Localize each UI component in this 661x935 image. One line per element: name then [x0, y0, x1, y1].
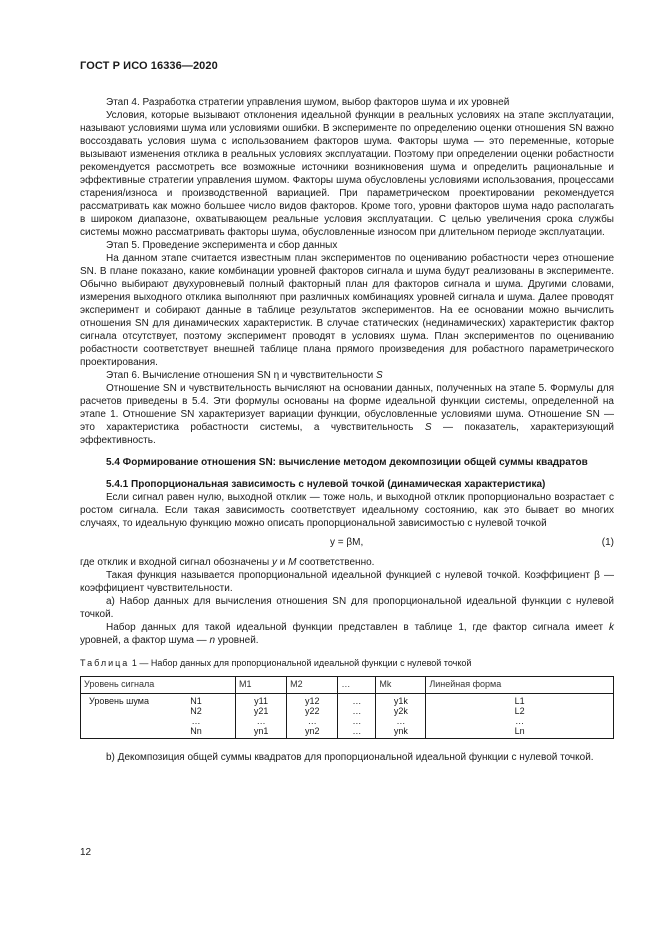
stage4-paragraph: Условия, которые вызывают отклонения идеальной функции в реальных условиях на этапе эксплуатации, называют условиями шума или условиями ошибки. В эксперименте по определению оценки отношения SN важно воссоздавать условия шума с использованием факторов шума. Факторы шума — это переменные, которые вызывают изменения отклика в реальных условиях эксплуатации. Поэтому при определении оценки робастности рекомендуется рассмотреть все возможные источники возникновения шума и определить рациональные и эффективные стратегии управления шумом. Факторы шума обусловлены условиями использования, процессами старения/износа и производственной вариацией. При параметрическом проектировании рекомендуется рассматривать как можно большее число видов факторов. Кроме того, уровни факторов шума надо располагать в широком диапазоне, охватывающем реальные условия эксплуатации. С целью увеличения срока службы системы можно рассматривать факторы шума, обусловленные износом при длительном периоде эксплуатации. — [80, 110, 614, 238]
table-header-cell: M2 — [287, 677, 338, 694]
stage6-heading: Этап 6. Вычисление отношения SN η и чувствительности S — [106, 370, 383, 381]
table-header-cell: … — [338, 677, 376, 694]
stage5-paragraph: На данном этапе считается известным план экспериментов по оцениванию робастности через отношение SN. В плане показано, какие комбинации уровней факторов сигнала и шума будут реализованы в эксперименте. Обычно выбирают двухуровневый полный факторный план для факторов сигнала и шума. Другими словами, измерения выходного отклика выполняют при различных комбинациях уровней сигнала и шума. Далее проводят эксперимент и собирают данные в таблице результатов экспериментов. На ее основании можно вычислить отношения SN для динамических характеристик. В случае статических (нединамических) характеристик фактор сигнала отсутствует, поэтому эксперимент проводят в условиях шума. План экспериментов по оцениванию робастности соответствует внешней таблице плана прямого произведения для робастного параметрического проектирования. — [80, 253, 614, 368]
data-table — [80, 676, 614, 739]
formula-block — [80, 530, 614, 556]
formula-number: (1) — [601, 537, 614, 548]
paragraph: Такая функция называется пропорциональной идеальной функцией с нулевой точкой. Коэффициент β — коэффициент чувствительности. — [80, 570, 614, 594]
table-header-cell: Уровень сигнала — [81, 677, 236, 694]
table-header-row — [81, 677, 614, 694]
ellipsis-values-cell: … … … … — [338, 694, 376, 739]
table-header-cell: Линейная форма — [426, 677, 614, 694]
stage4-heading: Этап 4. Разработка стратегии управления шумом, выбор факторов шума и их уровней — [106, 97, 510, 108]
table-header-cell: Mk — [376, 677, 426, 694]
m2-values-cell: y12 y22 … yn2 — [287, 694, 338, 739]
linear-form-cell: L1 L2 … Ln — [426, 694, 614, 739]
paragraph: Набор данных для такой идеальной функции представлен в таблице 1, где фактор сигнала имеет k уровней, а фактор шума — n уровней. — [80, 622, 614, 646]
document-body — [80, 96, 614, 764]
page-number: 12 — [80, 847, 92, 858]
paragraph: Если сигнал равен нулю, выходной отклик — тоже ноль, и выходной отклик пропорционально возрастает с ростом сигнала. Если такая зависимость соответствует идеальному состоянию, как это бывает во многих случаях, то идеальную функцию можно описать пропорциональной зависимостью с нулевой точкой — [80, 492, 614, 529]
paragraph: b) Декомпозиция общей суммы квадратов для пропорциональной идеальной функции с нулевой точкой. — [106, 752, 594, 763]
m1-values-cell: y11 y21 … yn1 — [236, 694, 287, 739]
row-label: Уровень шума — [81, 694, 158, 739]
formula: y = βM, — [330, 537, 364, 548]
sensitivity-symbol: S — [424, 422, 432, 433]
table-header-cell: M1 — [236, 677, 287, 694]
table-caption: Таблица 1 — Набор данных для пропорциональной идеальной функции с нулевой точкой — [80, 658, 472, 668]
sensitivity-symbol: S — [375, 370, 383, 381]
paragraph: где отклик и входной сигнал обозначены y и M соответственно. — [80, 557, 375, 568]
section-title: 5.4 Формирование отношения SN: вычисление методом декомпозиции общей суммы квадратов — [106, 457, 588, 468]
standard-header: ГОСТ Р ИСО 16336—2020 — [80, 60, 218, 72]
stage5-heading: Этап 5. Проведение эксперимента и сбор данных — [106, 240, 338, 251]
stage6-paragraph: Отношение SN и чувствительность вычисляют на основании данных, полученных на этапе 5. Формулы для расчетов приведены в 5.4. Эти формулы основаны на форме идеальной функции системы, определенной на этапе 1. Отношение SN характеризует вариации функции, обусловленные условиями шума. Отношение SN — это характеристика робастности системы, а чувствительность S — показатель, характеризующий эффективность. — [80, 383, 615, 446]
noise-levels-cell: N1 N2 … Nn — [157, 694, 236, 739]
mk-values-cell: y1k y2k … ynk — [376, 694, 426, 739]
subsection-title: 5.4.1 Пропорциональная зависимость с нулевой точкой (динамическая характеристика) — [106, 479, 546, 490]
table-row — [81, 694, 614, 739]
paragraph: а) Набор данных для вычисления отношения SN для пропорциональной идеальной функции с нулевой точкой. — [80, 596, 614, 620]
